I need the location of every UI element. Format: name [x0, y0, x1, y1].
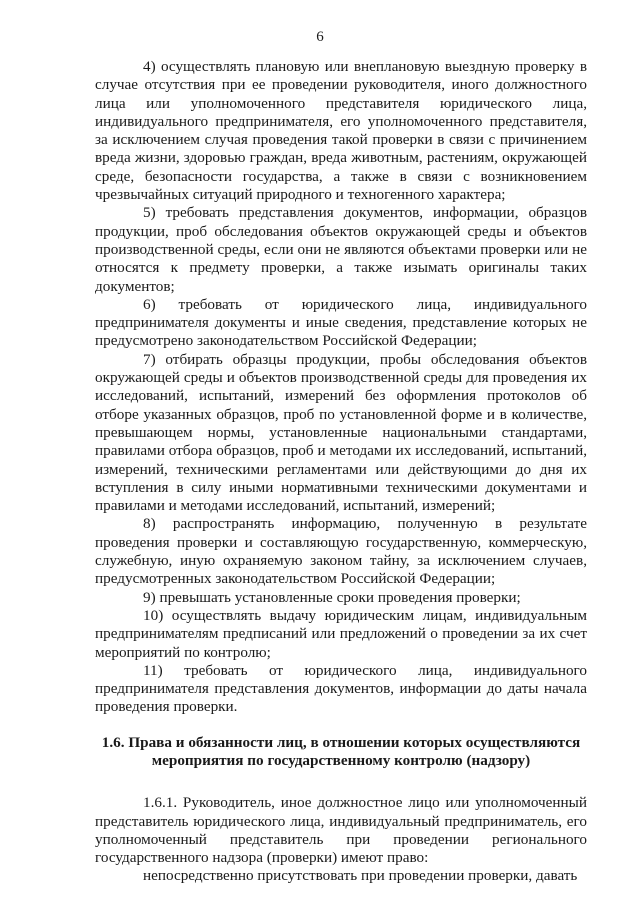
paragraph-item-9: 9) превышать установленные сроки проведения проверки;: [143, 588, 521, 606]
paragraph-item-7: 7) отбирать образцы продукции, пробы обследования объектов окружающей среды и объектов производственной среды для проведения их исследований, испытаний, измерений без оформления протоколов об отборе указанных образцов, проб по установленной форме и в количестве, превышающем нормы, установленные национальными стандартами, правилами отбора образцов, проб и методами их исследований, испытаний, измерений, техническими регламентами или действующими до дня их вступления в силу иными нормативными техническими документами и правилами и методами исследований, испытаний, измерений;: [95, 350, 587, 515]
paragraph-1-6-1: 1.6.1. Руководитель, иное должностное лицо или уполномоченный представитель юридического лица, индивидуальный предприниматель, его уполномоченный представитель при проведении регионального государственного надзора (проверки) имеют право:: [95, 794, 587, 867]
paragraph-item-8: 8) распространять информацию, полученную в результате проведения проверки и составляющую государственную, коммерческую, служебную, иную охраняемую законом тайну, за исключением случаев, предусмотренных законодательством Российской Федерации;: [95, 515, 587, 588]
paragraph-item-10: 10) осуществлять выдачу юридическим лицам, индивидуальным предпринимателям предписаний или предложений о проведении за их счет мероприятий по контролю;: [95, 606, 587, 661]
spacer: [95, 770, 587, 794]
paragraph-item-6: 6) требовать от юридического лица, индивидуального предпринимателя документы и иные сведения, представление которых не предусмотрено законодательством Российской Федерации;: [95, 295, 587, 350]
section-heading-line-1: 1.6. Права и обязанности лиц, в отношении которых осуществляются: [101, 733, 581, 751]
paragraph-continuation: непосредственно присутствовать при проведении проверки, давать: [143, 867, 578, 885]
paragraph-item-5: 5) требовать представления документов, информации, образцов продукции, проб обследования объектов окружающей среды и объектов производственной среды, если они не являются объектами проверки или не относятся к предмету проверки, а также изымать оригиналы таких документов;: [95, 204, 587, 295]
paragraph-item-11: 11) требовать от юридического лица, индивидуального предпринимателя представления документов, информации до даты начала проведения проверки.: [95, 661, 587, 716]
document-body: [95, 58, 587, 886]
page-number: 6: [316, 29, 324, 45]
section-heading-line-2: мероприятия по государственному контролю (надзору): [151, 751, 531, 769]
section-heading: [95, 734, 587, 771]
paragraph-item-4: 4) осуществлять плановую или внеплановую выездную проверку в случае отсутствия при ее проведении руководителя, иного должностного лица или уполномоченного представителя юридического лица, индивидуального предпринимателя, его уполномоченного представителя, за исключением случая проведения такой проверки в связи с причинением вреда жизни, здоровью граждан, вреда животным, растениям, окружающей среде, безопасности государства, а также в связи с возникновением чрезвычайных ситуаций природного и техногенного характера;: [95, 58, 587, 204]
